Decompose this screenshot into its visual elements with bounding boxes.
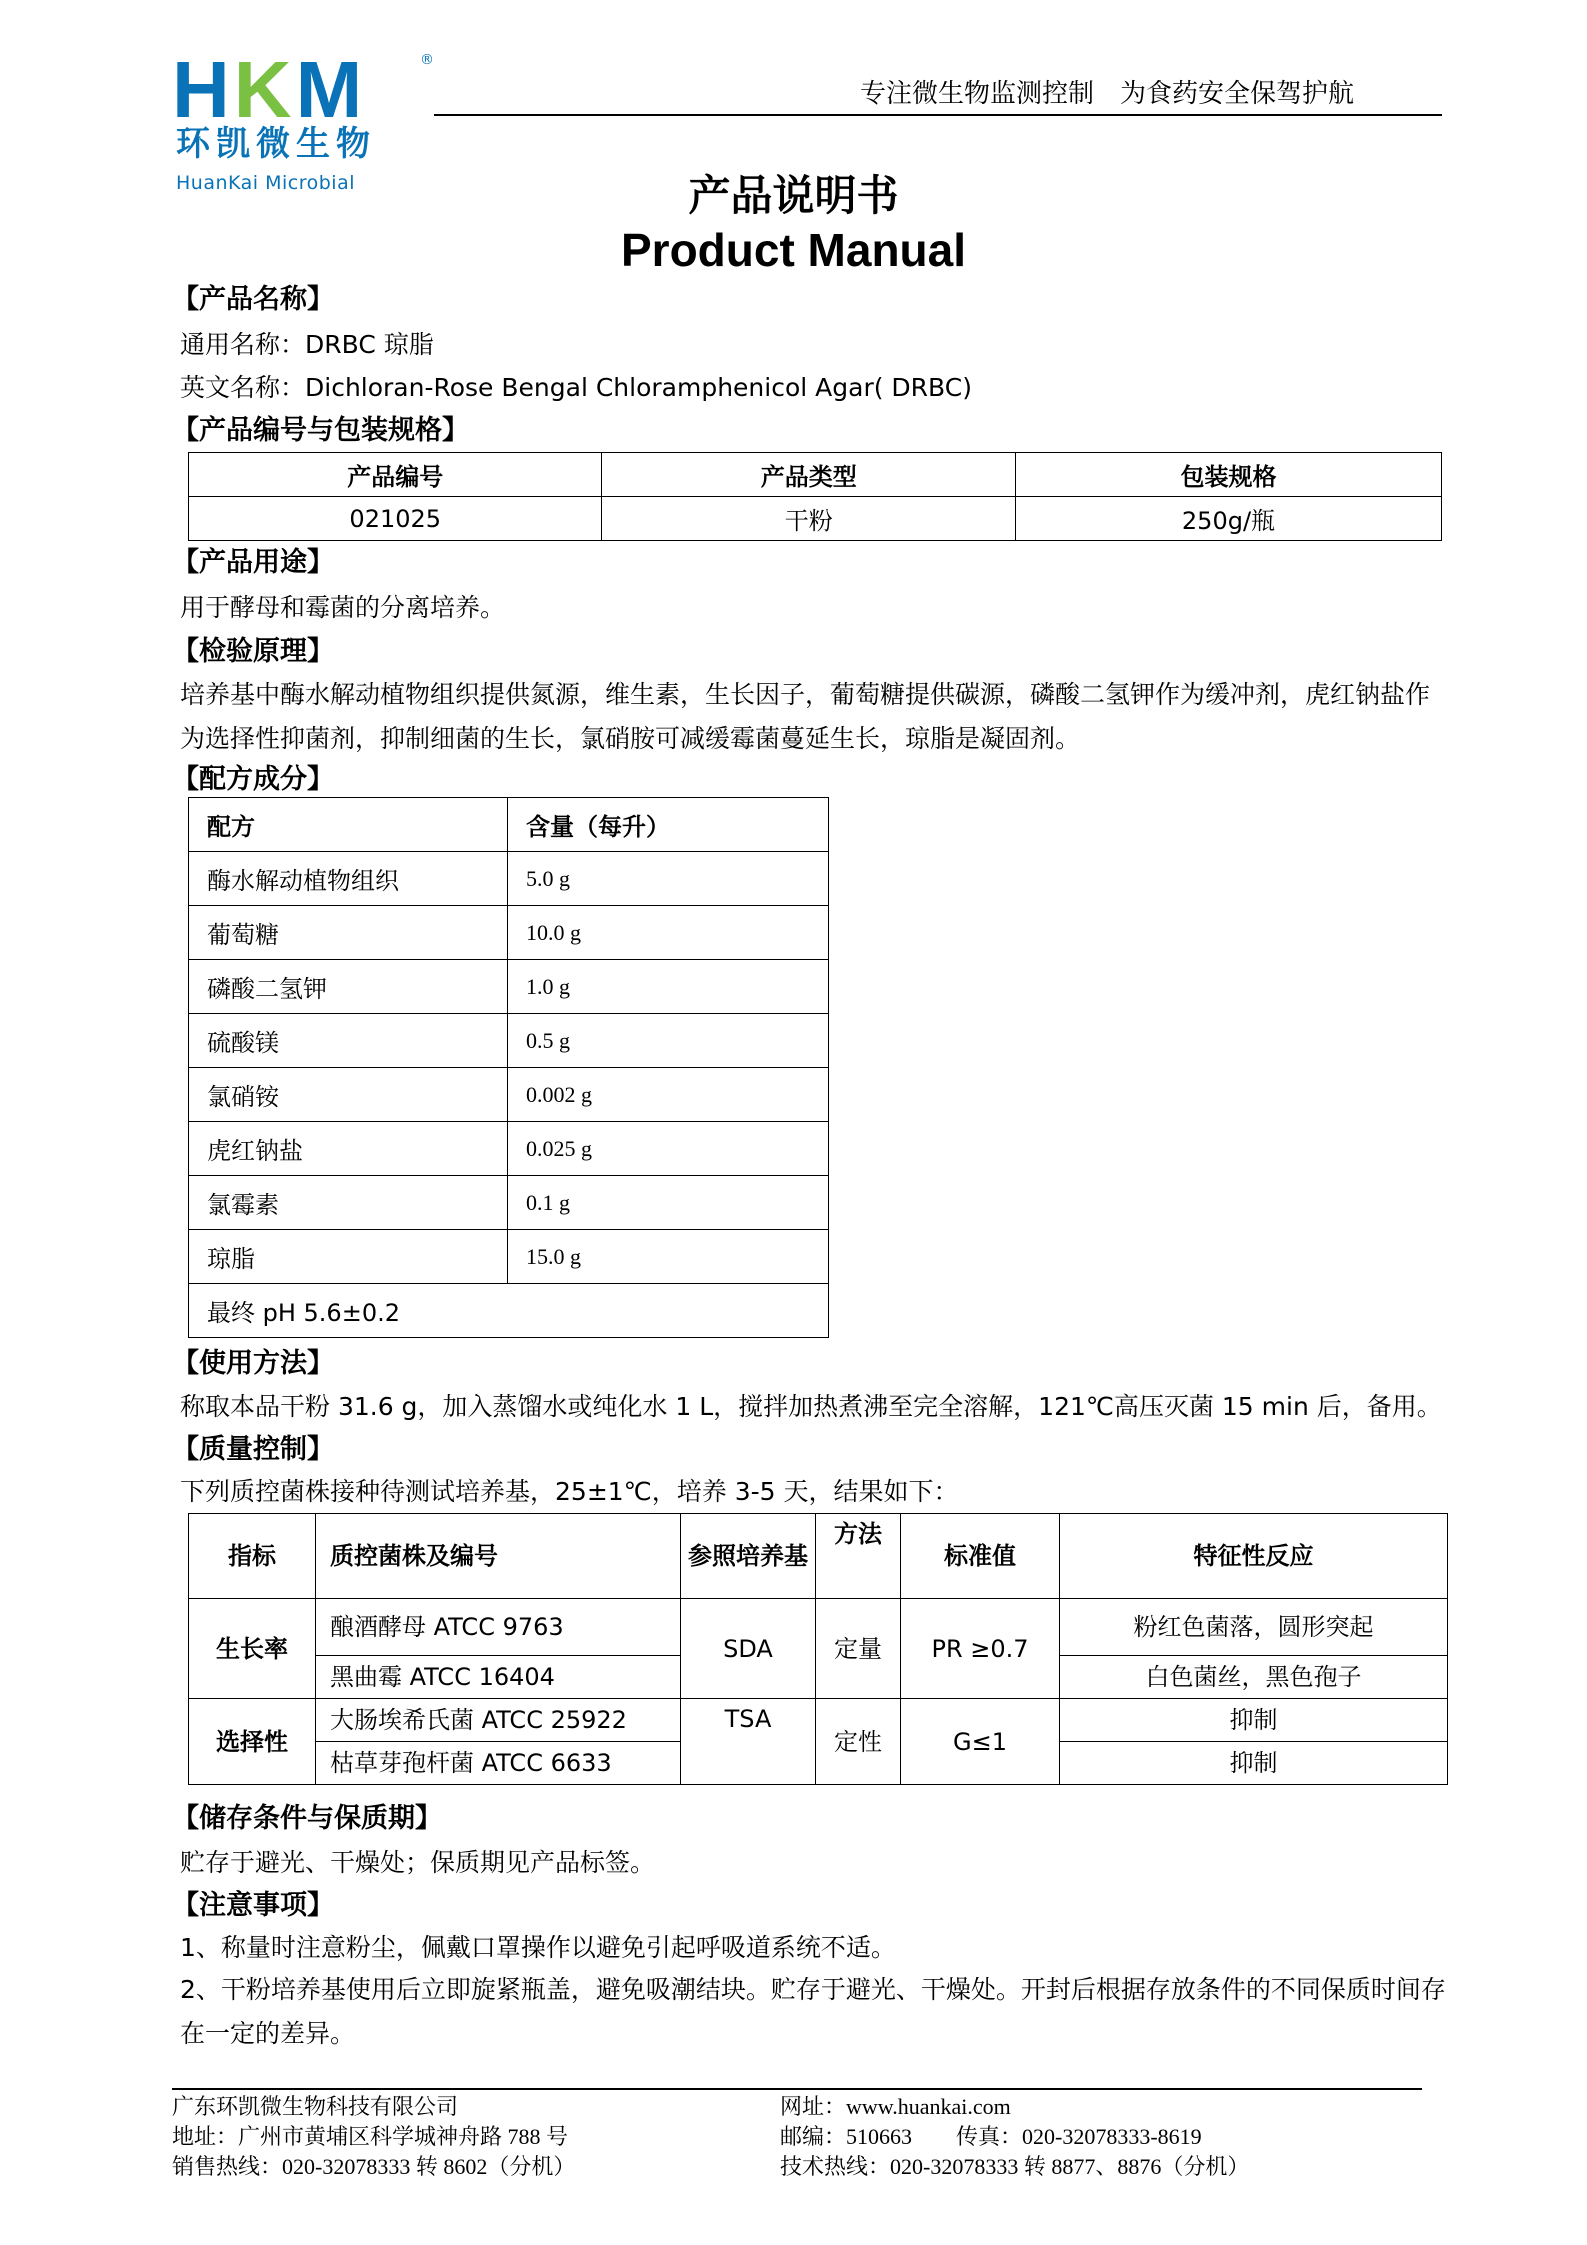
footer-postcode-fax: 邮编：510663 传真：020-32078333-8619: [780, 2124, 1202, 2149]
section-heading-notes: 【注意事项】: [172, 1890, 334, 1921]
section-heading-product-name: 【产品名称】: [172, 284, 334, 315]
product-type: 干粉: [602, 497, 1015, 541]
standard-value: PR ≥0.7: [901, 1599, 1060, 1699]
reference-medium: SDA: [681, 1599, 816, 1699]
table-row: [189, 1699, 1448, 1742]
table-row: [189, 1599, 1448, 1656]
principle-text: 培养基中酶水解动植物组织提供氮源，维生素，生长因子，葡萄糖提供碳源，磷酸二氢钾作为缓冲剂，虎红钠盐作为选择性抑菌剂，抑制细菌的生长，氯硝胺可减缓霉菌蔓延生长，琼脂是凝固剂。: [180, 680, 1431, 753]
characteristic-reaction: 白色菌丝，黑色孢子: [1060, 1656, 1448, 1699]
table-row: [189, 1014, 829, 1068]
ingredient: 虎红钠盐: [189, 1122, 508, 1176]
characteristic-reaction: 抑制: [1060, 1742, 1448, 1785]
header-divider: [434, 114, 1442, 116]
note-item-1: 1、称量时注意粉尘，佩戴口罩操作以避免引起呼吸道系统不适。: [180, 1933, 896, 1962]
section-heading-storage: 【储存条件与保质期】: [172, 1803, 442, 1834]
footer-tech-hotline: 技术热线：020-32078333 转 8877、8876（分机）: [780, 2154, 1250, 2179]
header-cell: 产品编号: [189, 453, 602, 497]
section-heading-principle: 【检验原理】: [172, 636, 334, 667]
storage-text: 贮存于避光、干燥处；保质期见产品标签。: [180, 1848, 656, 1877]
amount: 0.002 g: [508, 1068, 829, 1122]
header-cell: 配方: [189, 798, 508, 852]
footer-divider: [172, 2088, 1422, 2090]
characteristic-reaction: 抑制: [1060, 1699, 1448, 1742]
company-logo: [172, 45, 434, 194]
amount: 15.0 g: [508, 1230, 829, 1284]
table-header-row: [189, 798, 829, 852]
amount: 0.025 g: [508, 1122, 829, 1176]
header-cell: 标准值: [901, 1514, 1060, 1599]
characteristic-reaction: 粉红色菌落，圆形突起: [1060, 1599, 1448, 1656]
common-name: 通用名称：DRBC 琼脂: [180, 330, 434, 359]
indicator-growth: 生长率: [189, 1599, 316, 1699]
table-row: [189, 497, 1442, 541]
table-row: [189, 1284, 829, 1338]
title-cn: 产品说明书: [688, 171, 899, 220]
packaging-table: [188, 452, 1442, 541]
table-row: [189, 1068, 829, 1122]
section-heading-usage: 【产品用途】: [172, 547, 334, 578]
section-heading-packaging: 【产品编号与包装规格】: [172, 415, 469, 446]
title-en: Product Manual: [620, 224, 967, 276]
ingredient: 氯霉素: [189, 1176, 508, 1230]
logo-registered: ®: [420, 52, 434, 68]
header-cell: 方法: [816, 1514, 901, 1599]
method-text: 称取本品干粉 31.6 g，加入蒸馏水或纯化水 1 L，搅拌加热煮沸至完全溶解，121℃高压灭菌 15 min 后，备用。: [180, 1392, 1442, 1421]
table-row: [189, 1122, 829, 1176]
formula-table: [188, 797, 829, 1338]
standard-value: G≤1: [901, 1699, 1060, 1785]
section-heading-qc: 【质量控制】: [172, 1434, 334, 1465]
indicator-selectivity: 选择性: [189, 1699, 316, 1785]
section-heading-formula: 【配方成分】: [172, 764, 334, 795]
header-cell: 参照培养基: [681, 1514, 816, 1599]
qc-method: 定量: [816, 1599, 901, 1699]
footer-company: 广东环凯微生物科技有限公司: [172, 2094, 459, 2119]
english-name: 英文名称：Dichloran-Rose Bengal Chloramphenicol Agar( DRBC): [180, 373, 972, 402]
footer-address: 地址：广州市黄埔区科学城神舟路 788 号: [172, 2124, 569, 2149]
header-slogan: 专注微生物监测控制 为食药安全保驾护航: [860, 79, 1355, 109]
header-cell: 含量（每升）: [508, 798, 829, 852]
qc-strain: 黑曲霉 ATCC 16404: [316, 1656, 681, 1699]
logo-cn-name: 环凯微生物: [176, 124, 376, 164]
qc-method: 定性: [816, 1699, 901, 1785]
package-size: 250g/瓶: [1015, 497, 1441, 541]
table-header-row: [189, 453, 1442, 497]
header-cell: 产品类型: [602, 453, 1015, 497]
amount: 10.0 g: [508, 906, 829, 960]
logo-en-name: HuanKai Microbial: [176, 172, 355, 194]
qc-table: [188, 1513, 1448, 1785]
header-cell: 指标: [189, 1514, 316, 1599]
table-row: [189, 852, 829, 906]
ingredient: 葡萄糖: [189, 906, 508, 960]
ingredient: 琼脂: [189, 1230, 508, 1284]
reference-medium: TSA: [681, 1699, 816, 1785]
table-header-row: [189, 1514, 1448, 1599]
amount: 5.0 g: [508, 852, 829, 906]
header-cell: 包装规格: [1015, 453, 1441, 497]
amount: 1.0 g: [508, 960, 829, 1014]
header-cell: 特征性反应: [1060, 1514, 1448, 1599]
ingredient: 硫酸镁: [189, 1014, 508, 1068]
footer-sales-hotline: 销售热线：020-32078333 转 8602（分机）: [172, 2154, 576, 2179]
product-code: 021025: [189, 497, 602, 541]
logo-mark: HKM: [172, 45, 367, 134]
ingredient: 氯硝铵: [189, 1068, 508, 1122]
note-item-2: 2、干粉培养基使用后立即旋紧瓶盖，避免吸潮结块。贮存于避光、干燥处。开封后根据存放条件的不同保质时间存在一定的差异。: [180, 1975, 1446, 2048]
ingredient: 磷酸二氢钾: [189, 960, 508, 1014]
table-row: [189, 960, 829, 1014]
table-row: [189, 906, 829, 960]
amount: 0.1 g: [508, 1176, 829, 1230]
ingredient: 酶水解动植物组织: [189, 852, 508, 906]
qc-strain: 大肠埃希氏菌 ATCC 25922: [316, 1699, 681, 1742]
footer-website[interactable]: 网址：www.huankai.com: [780, 2094, 1011, 2119]
qc-intro: 下列质控菌株接种待测试培养基，25±1℃，培养 3-5 天，结果如下：: [180, 1477, 959, 1506]
usage-text: 用于酵母和霉菌的分离培养。: [180, 593, 506, 622]
amount: 0.5 g: [508, 1014, 829, 1068]
qc-strain: 酿酒酵母 ATCC 9763: [316, 1599, 681, 1656]
qc-strain: 枯草芽孢杆菌 ATCC 6633: [316, 1742, 681, 1785]
final-ph: 最终 pH 5.6±0.2: [189, 1284, 829, 1338]
table-row: [189, 1230, 829, 1284]
table-row: [189, 1176, 829, 1230]
section-heading-method: 【使用方法】: [172, 1348, 334, 1379]
header-cell: 质控菌株及编号: [316, 1514, 681, 1599]
